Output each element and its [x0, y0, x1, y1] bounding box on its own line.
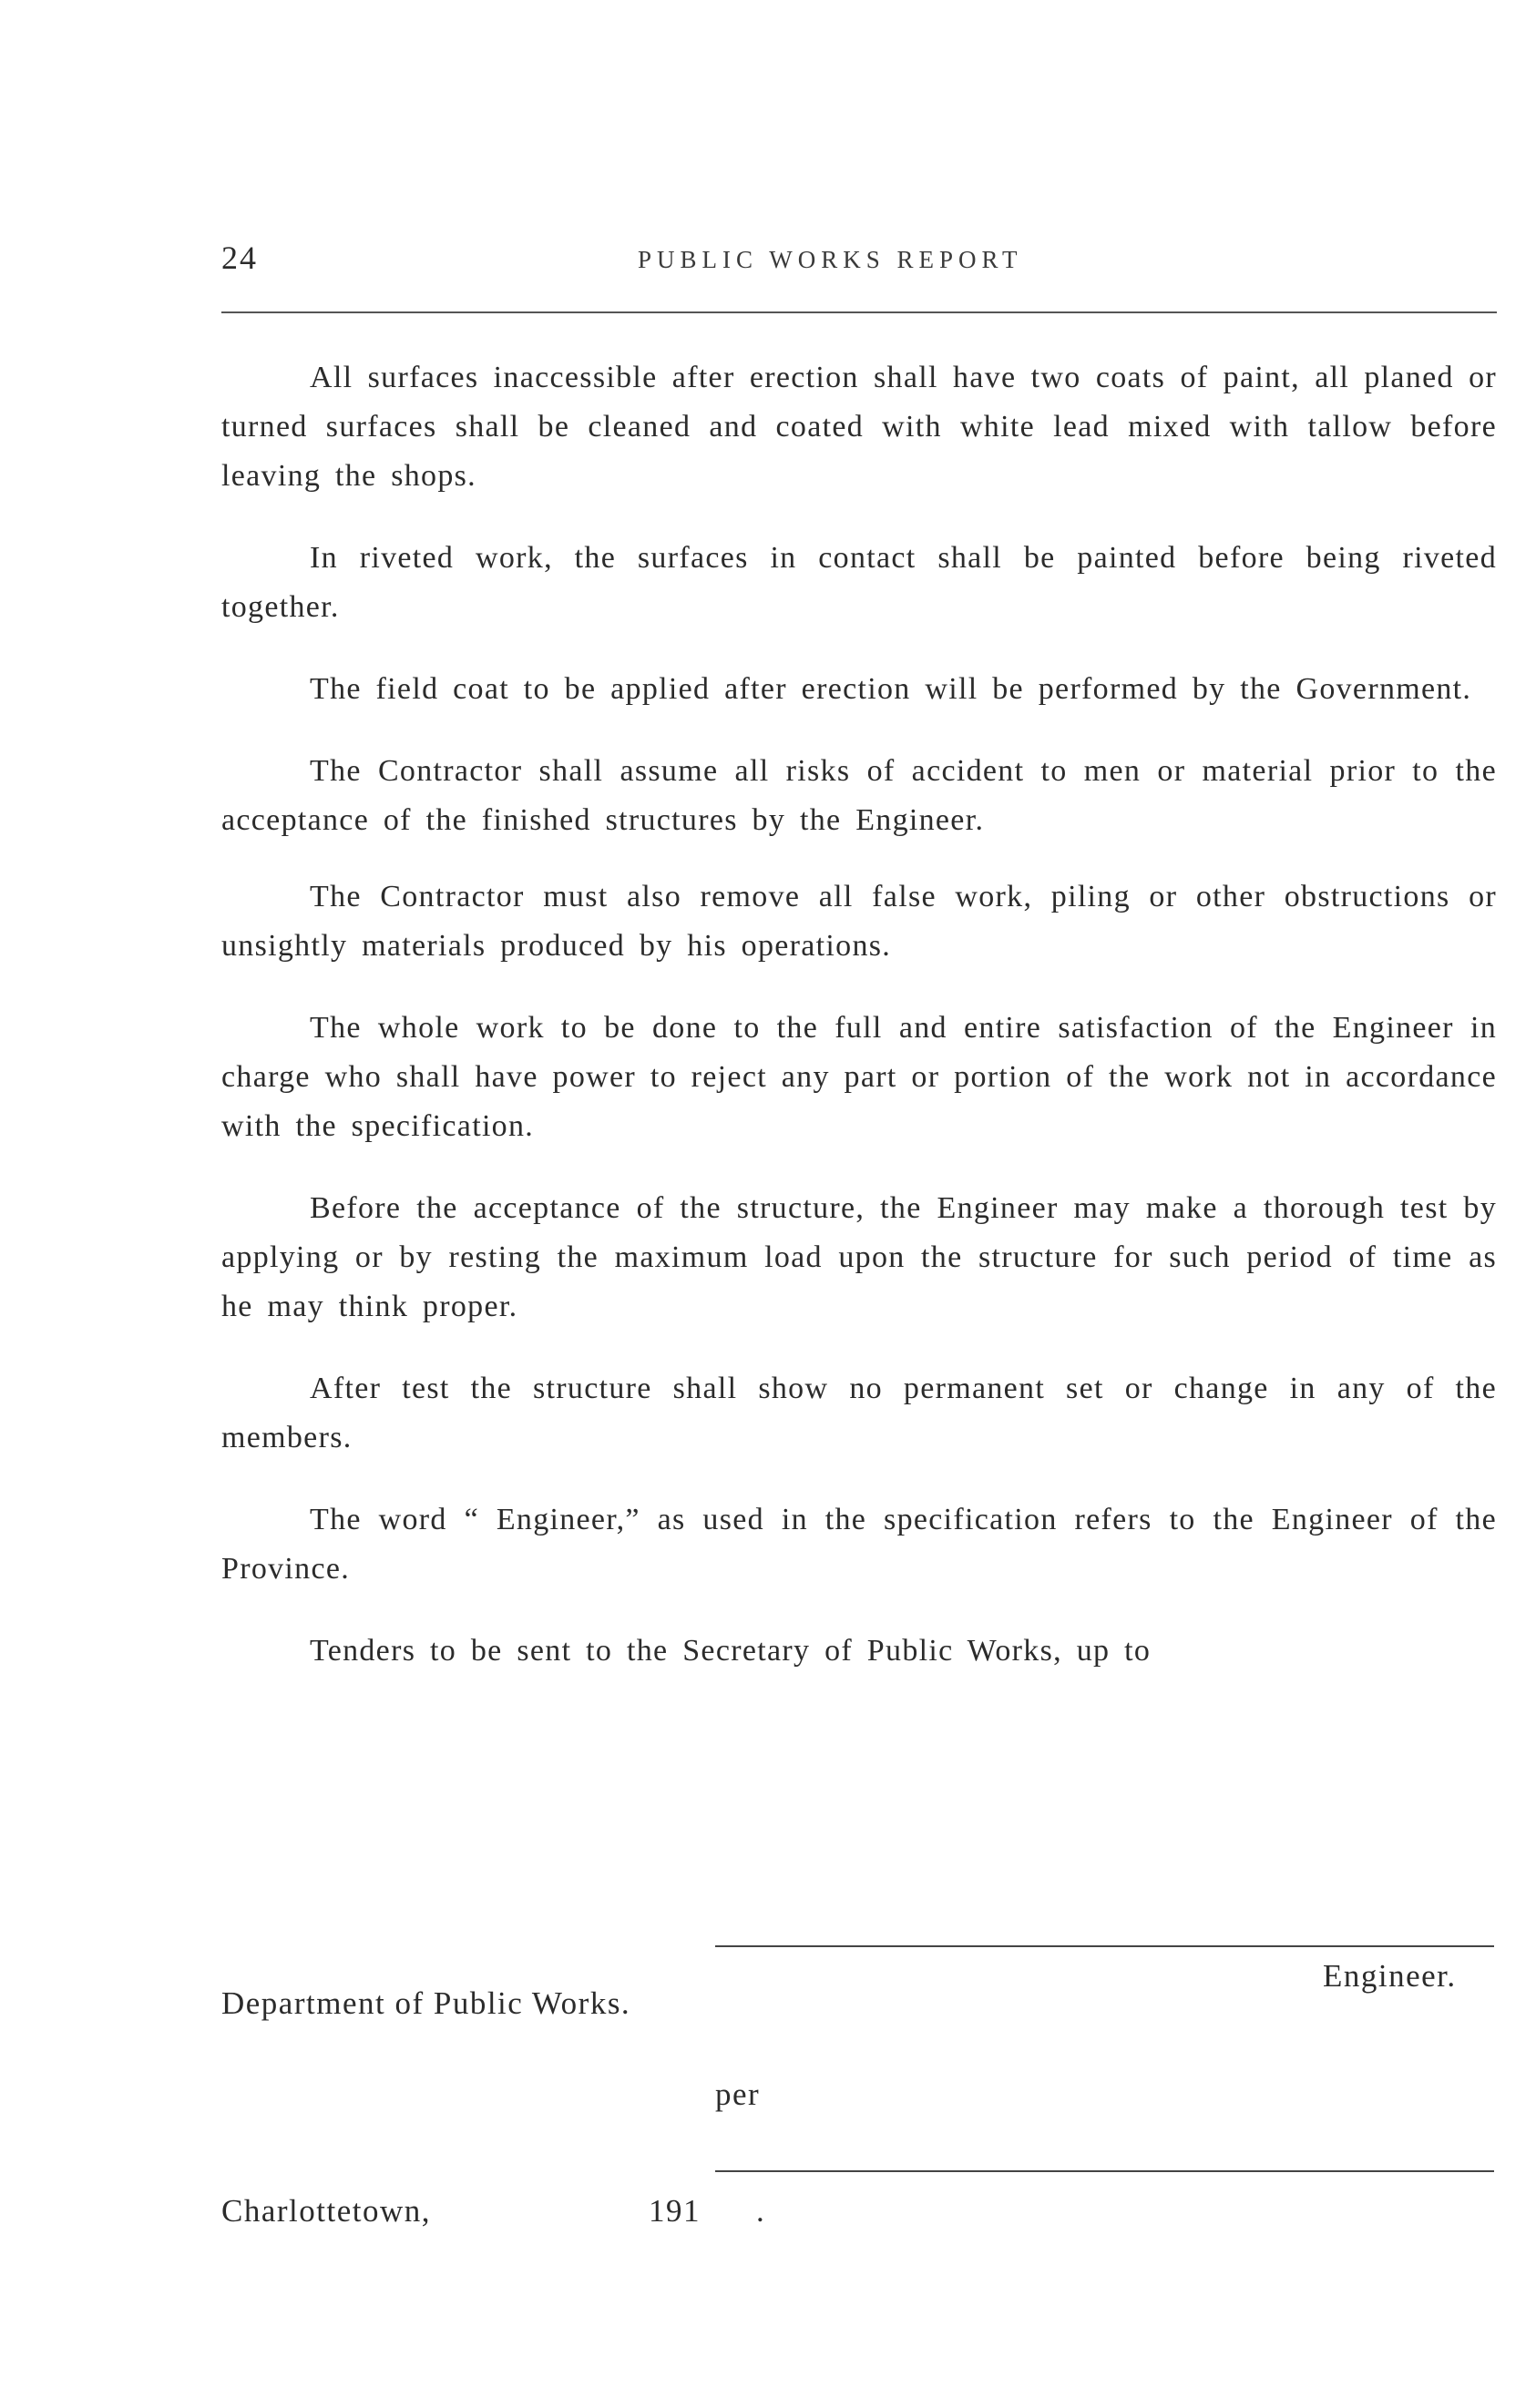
body-text [221, 353, 1497, 1676]
per-signature-line [715, 2170, 1494, 2172]
year-label: 191 [649, 2193, 701, 2229]
paragraph-engineer-definition: The word “ Engineer,” as used in the specification refers to the Engineer of the Province. [221, 1503, 1497, 1586]
paragraph-permanent-set: After test the structure shall show no permanent set or change in any of the members. [221, 1372, 1497, 1454]
per-label: per [715, 2076, 761, 2112]
engineer-label: Engineer. [1323, 1958, 1457, 1994]
paragraph-satisfaction: The whole work to be done to the full and entire satisfaction of the Engineer in charge who shall have power to reject any part or portion of the work not in accordance with the specification. [221, 1011, 1497, 1143]
paragraph-tenders: Tenders to be sent to the Secretary of Public Works, up to [310, 1634, 1152, 1668]
date-period: . [756, 2193, 766, 2229]
paragraph-false-work: The Contractor must also remove all false work, piling or other obstructions or unsightly materials produced by his operations. [221, 880, 1497, 963]
engineer-signature-line [715, 1945, 1494, 1947]
paragraph-risks: The Contractor shall assume all risks of accident to men or material prior to the acceptance of the finished structures by the Engineer. [221, 754, 1497, 837]
running-title: PUBLIC WORKS REPORT [638, 246, 1023, 273]
paragraph-riveted-work: In riveted work, the surfaces in contact shall be painted before being riveted together. [221, 541, 1497, 624]
paragraph-painting: All surfaces inaccessible after erection shall have two coats of paint, all planed or turned surfaces shall be cleaned and coated with white lead mixed with tallow before leaving the shops. [221, 361, 1497, 493]
page-number: 24 [221, 240, 258, 276]
paragraph-load-test: Before the acceptance of the structure, the Engineer may make a thorough test by applying or by resting the maximum load upon the structure for such period of time as he may think proper. [221, 1191, 1497, 1323]
header-rule [221, 311, 1497, 313]
place-label: Charlottetown, [221, 2193, 431, 2229]
department-label: Department of Public Works. [221, 1985, 631, 2021]
paragraph-field-coat: The field coat to be applied after erection will be performed by the Government. [310, 672, 1472, 706]
